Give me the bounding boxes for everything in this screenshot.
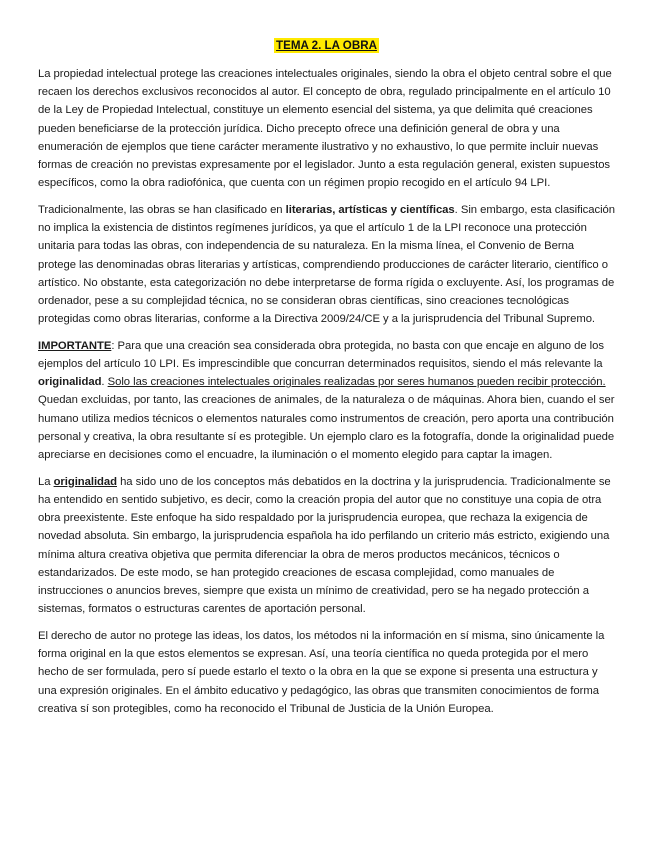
- paragraph-ideas: [38, 627, 615, 718]
- originality-bold-term: originalidad: [38, 376, 102, 389]
- paragraph-important-text-c: Quedan excluidas, por tanto, las creaciones de animales, de la naturaleza o de máquinas. Ahora bien, cuando el ser humano utiliza medios técnicos o elementos naturales como instrumentos de creación, pero aporta una contribución personal y creativa, la obra resultante sí es protegible. Un ejemplo claro es la fotografía, donde la originalidad puede apreciarse en decisiones como el encuadre, la iluminación o el momento elegido para captar la imagen.: [38, 394, 615, 462]
- paragraph-originality-text-a: La: [38, 475, 54, 488]
- title-block: [38, 36, 615, 55]
- paragraph-classification: [38, 201, 615, 328]
- important-label: IMPORTANTE: [38, 339, 112, 352]
- page-title: TEMA 2. LA OBRA: [276, 39, 377, 52]
- paragraph-intro: [38, 65, 615, 192]
- paragraph-originality-text-b: ha sido uno de los conceptos más debatidos en la doctrina y la jurisprudencia. Tradicionalmente se ha entendido en sentido subjetivo, es decir, como la creación propia del autor que no constituye una copia de otra obra preexistente. Este enfoque ha sido respaldado por la jurisprudencia europea, que rechaza la exigencia de novedad absoluta. Sin embargo, la jurisprudencia española ha ido perfilando un criterio más estricto, exigiendo una mínima altura creativa objetiva que permita diferenciar la obra de meros productos mecánicos, técnicos o estandarizados. De este modo, se han protegido creaciones de escasa complejidad, como manuales de instrucciones o anuncios breves, siempre que exista un mínimo de creatividad, pero se ha negado protección a sistemas, formatos o estructuras carentes de aportación personal.: [38, 475, 611, 616]
- paragraph-important-text-a: : Para que una creación sea considerada obra protegida, no basta con que encaje en alguno de los ejemplos del artículo 10 LPI. Es imprescindible que concurran determinados requisitos, siendo el más relevante la: [38, 339, 604, 371]
- paragraph-classification-text-b: . Sin embargo, esta clasificación no implica la existencia de distintos regímenes jurídicos, ya que el artículo 1 de la LPI reconoce una protección unitaria para todas las obras, con independencia de su naturaleza. En la misma línea, el Convenio de Berna protege las denominadas obras literarias y artísticas, comprendiendo producciones de carácter literario, científico o artístico. No obstante, esta categorización no debe interpretarse de forma rígida o excluyente. Así, los programas de ordenador, pese a su complejidad técnica, no se consideran obras científicas, sino creaciones tecnológicas protegidas como obras literarias, conforme a la Directiva 2009/24/CE y a la jurisprudencia del Tribunal Supremo.: [38, 203, 616, 326]
- human-creation-underlined: Solo las creaciones intelectuales originales realizadas por seres humanos pueden recibir protección.: [107, 376, 606, 389]
- paragraph-originality: [38, 473, 615, 619]
- paragraph-important-text-b: .: [101, 376, 108, 389]
- paragraph-intro-text: La propiedad intelectual protege las creaciones intelectuales originales, siendo la obra el objeto central sobre el que recaen los derechos exclusivos reconocidos al autor. El concepto de obra, regulado principalmente en el artículo 10 de la Ley de Propiedad Intelectual, constituye un elemento esencial del sistema, ya que delimita qué creaciones pueden beneficiarse de la protección jurídica. Dicho precepto ofrece una definición general de obra y una enumeración de ejemplos que tiene carácter meramente ilustrativo y no exhaustivo, lo que permite incluir nuevas formas de creación no previstas expresamente por el legislador. Junto a esta regulación general, existen supuestos específicos, como la obra radiofónica, que cuenta con un régimen propio recogido en el artículo 94 LPI.: [38, 68, 612, 190]
- paragraph-classification-text-a: Tradicionalmente, las obras se han clasificado en: [38, 203, 286, 216]
- paragraph-important: [38, 337, 615, 464]
- paragraph-ideas-text: El derecho de autor no protege las ideas, los datos, los métodos ni la información en sí misma, sino únicamente la forma original en la que estos elementos se expresan. Así, una teoría científica no queda protegida por el mero hecho de ser formulada, pero sí puede estarlo el texto o la obra en la que se expone si presenta una estructura y una expresión originales. En el ámbito educativo y pedagógico, las obras que transmiten conocimientos de forma creativa sí son protegibles, como ha reconocido el Tribunal de Justicia de la Unión Europea.: [38, 629, 605, 715]
- classification-bold-term: literarias, artísticas y científicas: [285, 203, 455, 216]
- originality-heading-term: originalidad: [53, 475, 117, 488]
